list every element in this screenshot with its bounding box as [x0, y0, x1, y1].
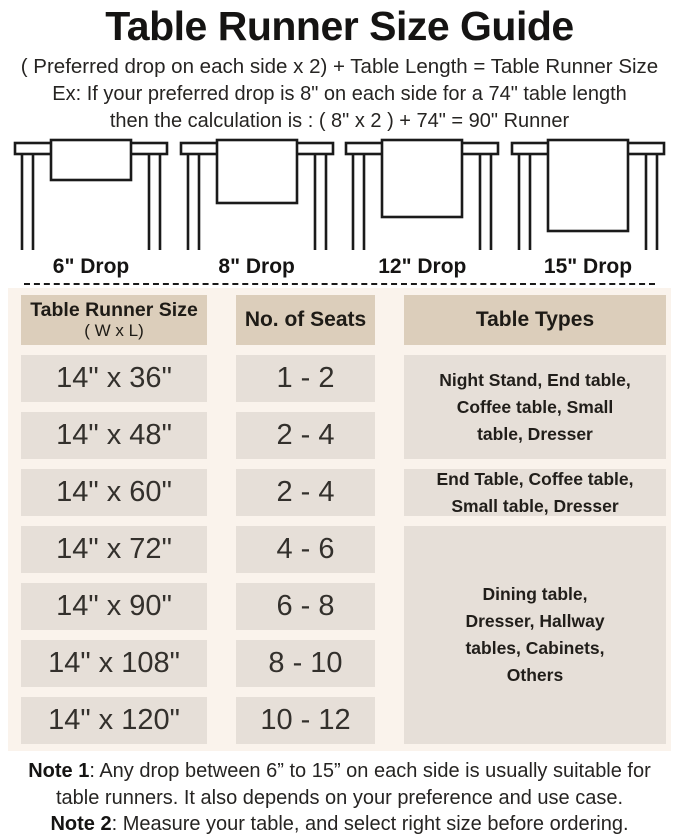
seats-cell: 2 - 4: [236, 469, 375, 516]
drop-label: 6" Drop: [52, 255, 130, 278]
drop-label: 12" Drop: [378, 255, 467, 278]
seats-cell: 6 - 8: [236, 583, 375, 630]
seats-cell: 10 - 12: [236, 697, 375, 744]
runner-size-cell: 14" x 48": [21, 412, 207, 459]
seats-cell: 8 - 10: [236, 640, 375, 687]
table-types-cell-medium: End Table, Coffee table, Small table, Dresser: [404, 469, 666, 516]
runner-drape: [382, 140, 462, 217]
drop-label: 8" Drop: [218, 255, 295, 278]
runner-size-cell: 14" x 36": [21, 355, 207, 402]
table-diagram-8-drop: [176, 138, 338, 279]
column-header-runner-size: Table Runner Size ( W x L): [21, 295, 207, 345]
example-line-1: Ex: If your preferred drop is 8" on each side for a 74" table length: [52, 83, 627, 105]
dashed-divider: [24, 283, 655, 285]
page-title: Table Runner Size Guide: [105, 3, 574, 49]
seats-cell: 4 - 6: [236, 526, 375, 573]
column-header-table-types: Table Types: [404, 295, 666, 345]
runner-size-cell: 14" x 108": [21, 640, 207, 687]
example-line-2: then the calculation is : ( 8" x 2 ) + 74" = 90" Runner: [109, 110, 570, 132]
runner-size-cell: 14" x 72": [21, 526, 207, 573]
table-diagram-12-drop: [341, 138, 503, 279]
header: [0, 0, 679, 133]
seats-cell: 2 - 4: [236, 412, 375, 459]
note-2-line: Note 2: Measure your table, and select right size before ordering.: [50, 813, 629, 835]
seats-cell: 1 - 2: [236, 355, 375, 402]
runner-size-cell: 14" x 120": [21, 697, 207, 744]
table-runner-illustration: [176, 138, 338, 252]
table-runner-illustration: [507, 138, 669, 252]
table-types-cell-large: Dining table, Dresser, Hallway tables, Cabinets, Others: [404, 526, 666, 744]
runner-size-cell: 14" x 90": [21, 583, 207, 630]
drop-label: 15" Drop: [543, 255, 633, 278]
table-diagram-6-drop: [10, 138, 172, 279]
runner-drape: [51, 140, 131, 180]
note-1-line-2: table runners. It also depends on your preference and use case.: [55, 786, 624, 809]
runner-drape: [548, 140, 628, 231]
table-runner-illustration: [10, 138, 172, 252]
table-runner-illustration: [341, 138, 503, 252]
table-diagram-15-drop: [507, 138, 669, 279]
runner-size-cell: 14" x 60": [21, 469, 207, 516]
column-header-seats: No. of Seats: [236, 295, 375, 345]
note-1-line-1: Note 1: Any drop between 6” to 15” on each side is usually suitable for: [28, 760, 651, 782]
size-guide-table: [8, 288, 671, 751]
table-types-cell-small: Night Stand, End table, Coffee table, Small table, Dresser: [404, 355, 666, 459]
formula-text: ( Preferred drop on each side x 2) + Table Length = Table Runner Size: [20, 55, 659, 78]
runner-drape: [217, 140, 297, 203]
drop-diagrams-row: [0, 138, 679, 279]
